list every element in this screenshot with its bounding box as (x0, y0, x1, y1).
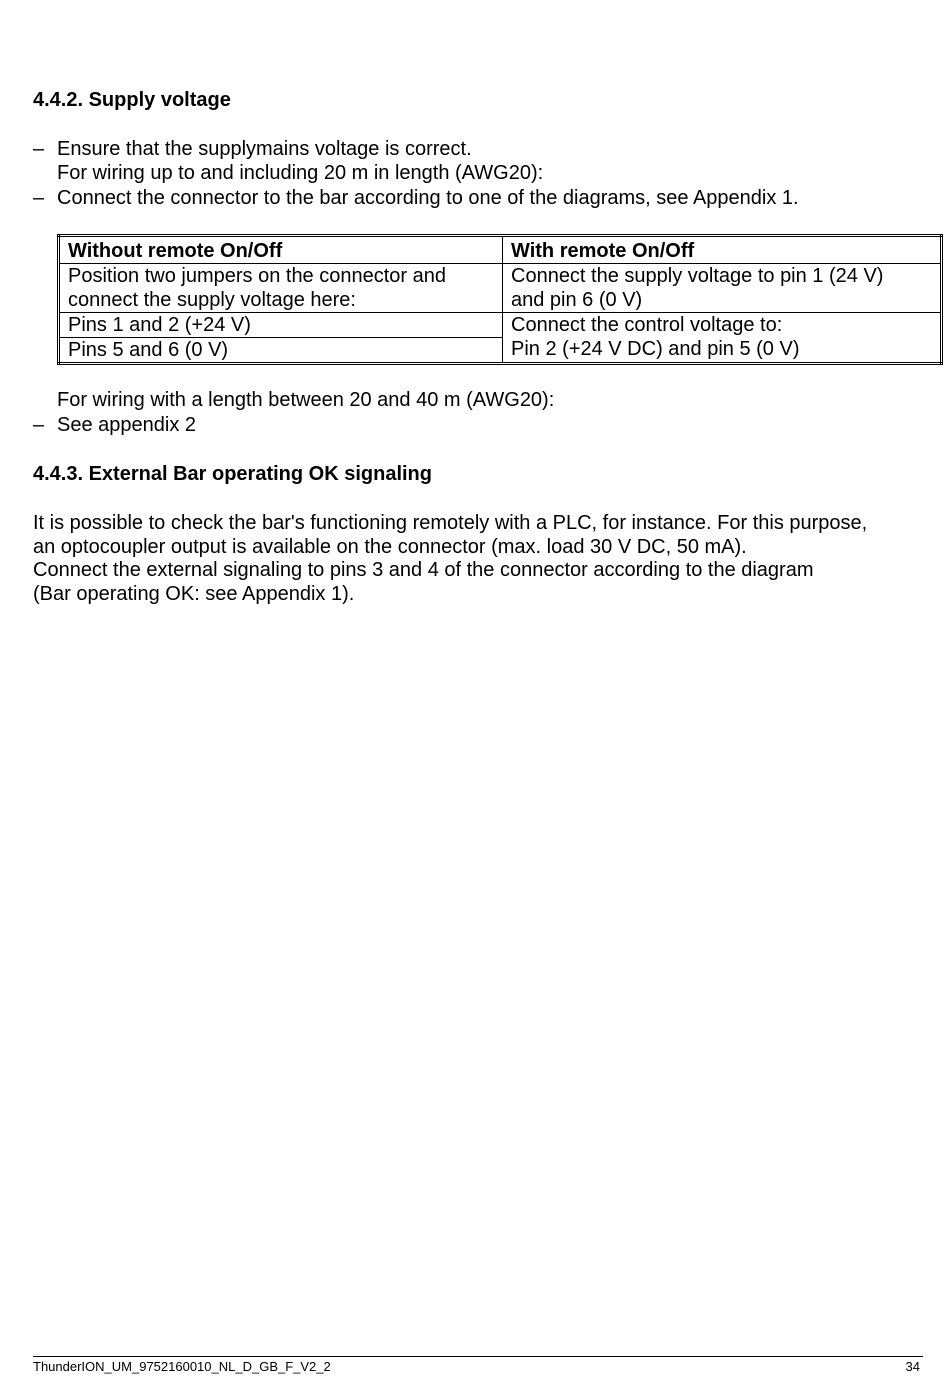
table-row (59, 264, 942, 313)
footer-divider (33, 1356, 923, 1357)
cell-line: Pin 2 (+24 V DC) and pin 5 (0 V) (511, 338, 800, 360)
cell-line: connect the supply voltage here: (68, 289, 356, 311)
table-row (59, 313, 942, 338)
cell-line: Connect the control voltage to: (511, 314, 783, 336)
paragraph-line: Connect the external signaling to pins 3 and 4 of the connector according to the diagram (33, 559, 814, 581)
bullet-connect-connector: Connect the connector to the bar according to one of the diagrams, see Appendix 1. (57, 187, 799, 209)
cell-line: and pin 6 (0 V) (511, 289, 643, 311)
bullet-dash: – (33, 414, 45, 436)
section-heading-external-signaling: 4.4.3. External Bar operating OK signaling (33, 463, 432, 485)
section-heading-supply-voltage: 4.4.2. Supply voltage (33, 89, 231, 111)
cell-position-jumpers (59, 264, 503, 313)
table-header-row (59, 236, 942, 264)
cell-connect-control (503, 313, 942, 364)
paragraph-line: (Bar operating OK: see Appendix 1). (33, 583, 355, 605)
cell-connect-supply (503, 264, 942, 313)
header-with-remote: With remote On/Off (503, 236, 942, 264)
bullet-dash: – (33, 138, 45, 160)
header-without-remote: Without remote On/Off (59, 236, 503, 264)
cell-pins-5-6: Pins 5 and 6 (0 V) (59, 338, 503, 364)
bullet-see-appendix: See appendix 2 (57, 414, 197, 436)
bullet-dash: – (33, 187, 45, 209)
footer-document-id: ThunderION_UM_9752160010_NL_D_GB_F_V2_2 (33, 1359, 331, 1374)
cell-line: Position two jumpers on the connector and (68, 265, 446, 287)
cell-pins-1-2: Pins 1 and 2 (+24 V) (59, 313, 503, 338)
bullet-ensure-voltage: Ensure that the supplymains voltage is correct. (57, 138, 472, 160)
paragraph-line: It is possible to check the bar's functioning remotely with a PLC, for instance. For this purpose, (33, 512, 868, 534)
paragraph-line: an optocoupler output is available on the connector (max. load 30 V DC, 50 mA). (33, 536, 747, 558)
remote-onoff-table (57, 234, 943, 365)
cell-line: Connect the supply voltage to pin 1 (24 V) (511, 265, 884, 287)
wiring-short-note: For wiring up to and including 20 m in length (AWG20): (57, 162, 544, 184)
footer-page-number: 34 (905, 1359, 920, 1374)
wiring-long-note: For wiring with a length between 20 and 40 m (AWG20): (57, 389, 555, 411)
